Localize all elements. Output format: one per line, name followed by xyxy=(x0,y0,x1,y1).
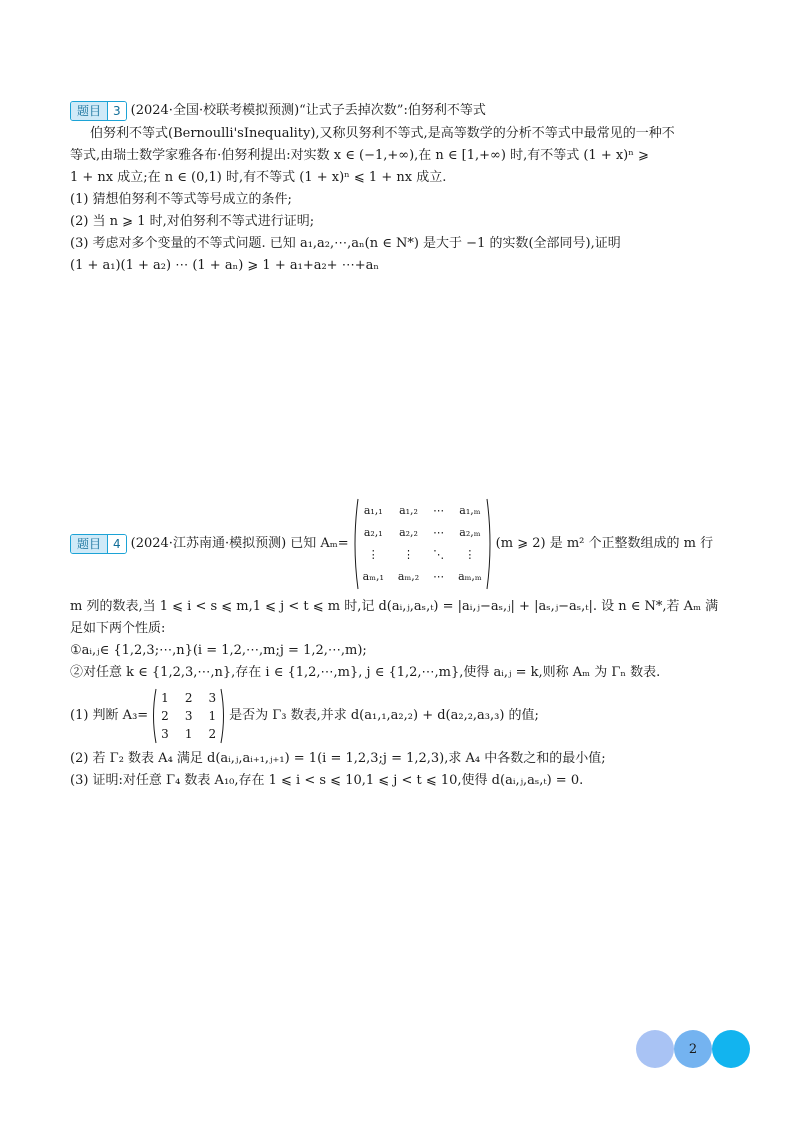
matrix-cell: a₂,₂ xyxy=(399,526,418,539)
problem-tag-number: 3 xyxy=(107,102,126,120)
problem-3-tag xyxy=(70,101,127,121)
matrix-cell: 1 xyxy=(184,727,193,741)
part-1-before: (1) 判断 A₃= xyxy=(70,708,149,723)
matrix-cell: 1 xyxy=(208,709,217,723)
left-paren-icon xyxy=(351,498,359,590)
matrix-cell: ⋱ xyxy=(433,548,445,561)
problem-4-part-2: (2) 若 Γ₂ 数表 A₄ 满足 d(aᵢ,ⱼ,aᵢ₊₁,ⱼ₊₁) = 1(i = 1,2,3;j = 1,2,3),求 A₄ 中各数之和的最小值; xyxy=(70,751,606,766)
decor-circle-right xyxy=(712,1030,750,1068)
matrix-cell: aₘ,₂ xyxy=(397,570,420,583)
problem-4-title-after: (m ⩾ 2) 是 m² 个正整数组成的 m 行 xyxy=(495,536,714,551)
page-number: 2 xyxy=(674,1030,712,1068)
matrix-a-m-grid xyxy=(359,500,486,588)
problem-3-line: (2) 当 n ⩾ 1 时,对伯努利不等式进行证明; xyxy=(70,213,315,229)
matrix-cell: a₁,ₘ xyxy=(459,504,481,517)
problem-4-line: ①aᵢ,ⱼ∈ {1,2,3;⋯,n}(i = 1,2,⋯,m;j = 1,2,⋯,m); xyxy=(70,643,367,658)
problem-4-line: 足如下两个性质: xyxy=(70,621,166,636)
matrix-cell: 3 xyxy=(161,727,169,741)
page-number-badge xyxy=(636,1030,750,1068)
matrix-cell: 2 xyxy=(161,709,169,723)
matrix-a-3 xyxy=(150,688,227,744)
problem-3-line: 等式,由瑞士数学家雅各布·伯努利提出:对实数 x ∈ (−1,+∞),在 n ∈ [1,+∞) 时,有不等式 (1 + x)ⁿ ⩾ xyxy=(70,147,649,163)
matrix-cell: a₂,₁ xyxy=(363,526,383,539)
problem-tag-label: 题目 xyxy=(71,102,107,120)
matrix-cell: ⋮ xyxy=(403,548,414,561)
matrix-cell: 1 xyxy=(161,691,169,705)
problem-4-line: ②对任意 k ∈ {1,2,3,⋯,n},存在 i ∈ {1,2,⋯,m}, j ∈ {1,2,⋯,m},使得 aᵢ,ⱼ = k,则称 Aₘ 为 Γₙ 数表. xyxy=(70,665,661,680)
matrix-cell: 3 xyxy=(184,709,193,723)
problem-tag-label: 题目 xyxy=(71,535,107,553)
problem-4-tag xyxy=(70,534,127,554)
problem-4-part-1 xyxy=(70,688,730,744)
problem-4-part-3: (3) 证明:对任意 Γ₄ 数表 A₁₀,存在 1 ⩽ i < s ⩽ 10,1 ⩽ j < t ⩽ 10,使得 d(aᵢ,ⱼ,aₛ,ₜ) = 0. xyxy=(70,773,584,788)
matrix-cell: a₁,₂ xyxy=(399,504,418,517)
matrix-cell: a₁,₁ xyxy=(363,504,383,517)
matrix-cell: 2 xyxy=(208,727,217,741)
matrix-cell: ⋮ xyxy=(464,548,476,561)
matrix-cell: ⋮ xyxy=(367,548,379,561)
problem-3 xyxy=(70,100,730,277)
problem-tag-number: 4 xyxy=(107,535,126,553)
matrix-cell: ⋯ xyxy=(433,504,445,517)
right-paren-icon xyxy=(486,498,494,590)
right-paren-icon xyxy=(220,688,227,744)
matrix-a-m xyxy=(351,498,494,590)
problem-4 xyxy=(70,498,730,792)
problem-4-title-before: (2024·江苏南通·模拟预测) 已知 Aₘ= xyxy=(130,536,349,551)
matrix-cell: 2 xyxy=(184,691,193,705)
matrix-cell: 3 xyxy=(208,691,217,705)
left-paren-icon xyxy=(150,688,157,744)
problem-3-title: (2024·全国·校联考模拟预测)“让式子丢掉次数”:伯努利不等式 xyxy=(130,103,486,118)
matrix-cell: aₘ,ₘ xyxy=(458,570,482,583)
matrix-cell: ⋯ xyxy=(433,570,445,583)
decor-circle-left xyxy=(636,1030,674,1068)
problem-4-title-line xyxy=(70,498,730,590)
matrix-cell: ⋯ xyxy=(433,526,445,539)
problem-3-line: 1 + nx 成立;在 n ∈ (0,1) 时,有不等式 (1 + x)ⁿ ⩽ 1 + nx 成立. xyxy=(70,169,447,185)
problem-4-line: m 列的数表,当 1 ⩽ i < s ⩽ m,1 ⩽ j < t ⩽ m 时,记 d(aᵢ,ⱼ,aₛ,ₜ) = |aᵢ,ⱼ−aₛ,ⱼ| + |aₛ,ⱼ−aₛ,ₜ|. 设 n ∈ N*,若 Aₘ 满 xyxy=(70,599,719,614)
problem-3-title-line xyxy=(70,100,730,123)
matrix-a-3-grid xyxy=(157,689,220,743)
problem-3-line: 伯努利不等式(Bernoulli'sInequality),又称贝努利不等式,是高等数学的分析不等式中最常见的一种不 xyxy=(90,125,675,141)
problem-3-line: (1 + a₁)(1 + a₂) ⋯ (1 + aₙ) ⩾ 1 + a₁+a₂+ ⋯+aₙ xyxy=(70,257,379,273)
matrix-cell: aₘ,₁ xyxy=(362,570,384,583)
problem-3-line: (1) 猜想伯努利不等式等号成立的条件; xyxy=(70,191,292,207)
part-1-after: 是否为 Γ₃ 数表,并求 d(a₁,₁,a₂,₂) + d(a₂,₂,a₃,₃) 的值; xyxy=(229,708,539,723)
matrix-cell: a₂,ₘ xyxy=(459,526,481,539)
problem-3-line: (3) 考虑对多个变量的不等式问题. 已知 a₁,a₂,⋯,aₙ(n ∈ N*) 是大于 −1 的实数(全部同号),证明 xyxy=(70,235,621,251)
